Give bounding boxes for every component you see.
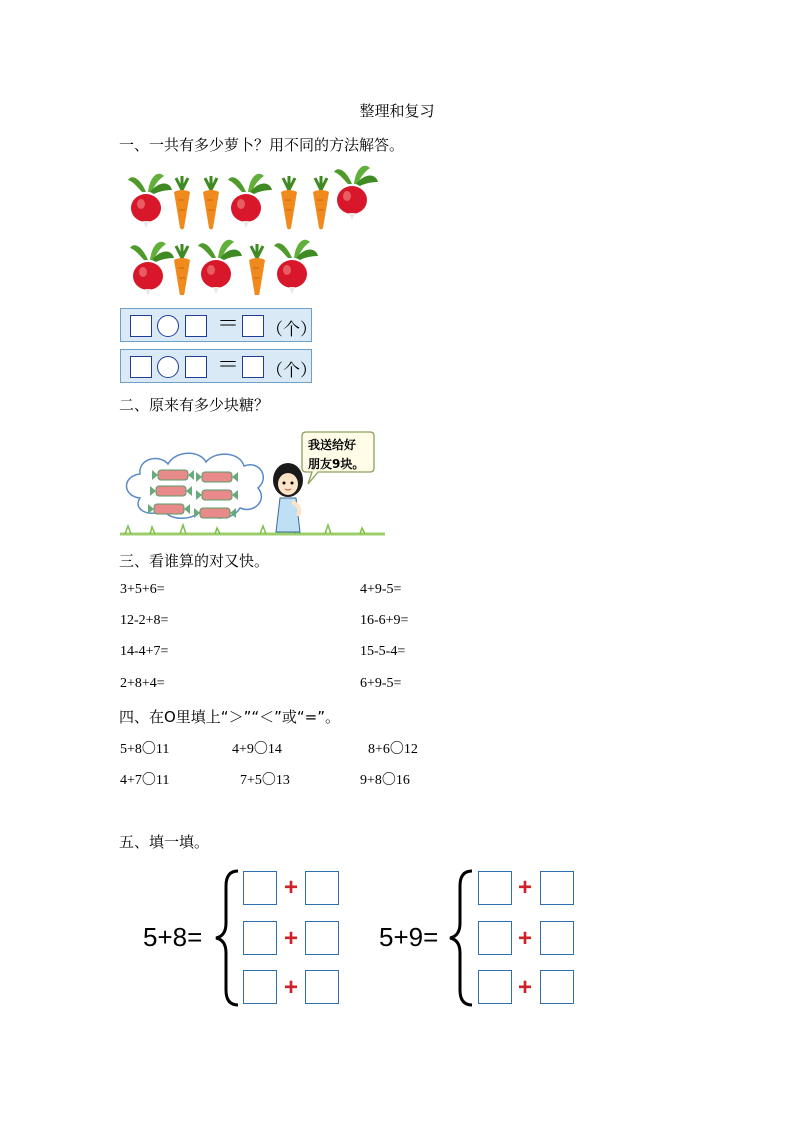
- answer-box[interactable]: [242, 315, 264, 337]
- right-brace: [446, 868, 476, 1008]
- addend-box[interactable]: [305, 970, 339, 1004]
- vegetables-illustration: [118, 160, 388, 295]
- calc-item: 2+8+4=: [120, 676, 165, 691]
- equals-sign: ＝: [217, 353, 240, 378]
- addend-box[interactable]: [243, 970, 277, 1004]
- calc-item: 15-5-4=: [360, 644, 406, 659]
- calc-item: 12-2+8=: [120, 613, 169, 628]
- unit-label: （个）: [266, 320, 317, 340]
- speech-line-2: 朋友9块。: [308, 457, 365, 471]
- compare-item: 5+8〇11: [120, 742, 170, 757]
- addend-box[interactable]: [540, 921, 574, 955]
- plus-sign: +: [518, 925, 533, 952]
- plus-sign: +: [284, 925, 299, 952]
- addend-box[interactable]: [478, 970, 512, 1004]
- addend-box[interactable]: [478, 921, 512, 955]
- calc-item: 16-6+9=: [360, 613, 409, 628]
- plus-sign: +: [518, 874, 533, 901]
- addend-box[interactable]: [478, 871, 512, 905]
- calc-item: 14-4+7=: [120, 644, 169, 659]
- speech-line-1: 我送给好: [308, 438, 357, 452]
- section4-heading: 四、在O里填上“＞”“＜”或“=”。: [119, 708, 341, 726]
- addend-box[interactable]: [243, 871, 277, 905]
- section3-heading: 三、看谁算的对又快。: [119, 552, 270, 570]
- equation-row-2: [120, 349, 317, 383]
- page-title: 整理和复习: [359, 102, 435, 120]
- answer-box[interactable]: [185, 356, 207, 378]
- calc-item: 3+5+6=: [120, 582, 165, 597]
- answer-box[interactable]: [185, 315, 207, 337]
- addend-box[interactable]: [540, 871, 574, 905]
- answer-box[interactable]: [130, 315, 152, 337]
- section5-heading: 五、填一填。: [119, 833, 210, 851]
- calc-item: 4+9-5=: [360, 582, 402, 597]
- compare-item: 9+8〇16: [360, 773, 410, 788]
- equation-row-1: [120, 308, 317, 342]
- compare-item: 8+6〇12: [368, 742, 418, 757]
- section2-heading: 二、原来有多少块糖？: [119, 396, 270, 414]
- addend-box[interactable]: [305, 871, 339, 905]
- operator-circle[interactable]: [157, 356, 179, 378]
- answer-box[interactable]: [242, 356, 264, 378]
- addend-box[interactable]: [243, 921, 277, 955]
- addend-box[interactable]: [540, 970, 574, 1004]
- unit-label: （个）: [266, 361, 317, 381]
- left-expression: 5+8=: [143, 922, 203, 952]
- left-brace: [212, 868, 242, 1008]
- answer-box[interactable]: [130, 356, 152, 378]
- compare-item: 7+5〇13: [240, 773, 290, 788]
- compare-item: 4+9〇14: [232, 742, 282, 757]
- addend-box[interactable]: [305, 921, 339, 955]
- plus-sign: +: [284, 974, 299, 1001]
- operator-circle[interactable]: [157, 315, 179, 337]
- compare-item: 4+7〇11: [120, 773, 170, 788]
- section1-heading: 一、一共有多少萝卜？用不同的方法解答。: [119, 136, 405, 154]
- calc-item: 6+9-5=: [360, 676, 402, 691]
- right-expression: 5+9=: [379, 922, 439, 952]
- plus-sign: +: [518, 974, 533, 1001]
- equals-sign: ＝: [217, 312, 240, 337]
- plus-sign: +: [284, 874, 299, 901]
